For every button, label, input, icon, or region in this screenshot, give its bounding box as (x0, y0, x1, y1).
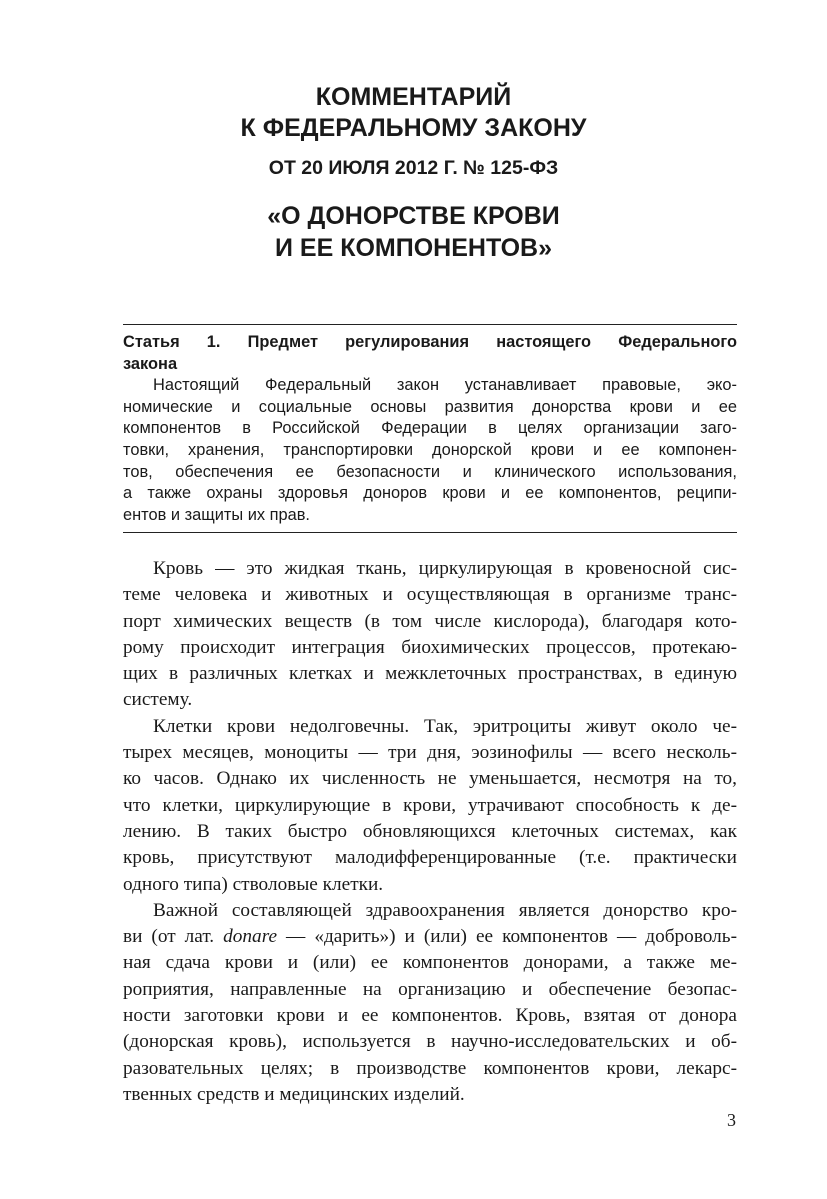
text-line: разовательных целях; в производстве компонентов крови, лекарс- (123, 1057, 737, 1079)
paragraph-2 (123, 714, 737, 898)
article-line: компонентов в Российской Федерации в целях организации заго- (123, 419, 737, 438)
text-line: твенных средств и медицинских изделий. (123, 1083, 465, 1105)
text-line: ко часов. Однако их численность не уменьшается, несмотря на то, (123, 768, 737, 790)
text-line: ности заготовки крови и ее компонентов. Кровь, взятая от донора (123, 1005, 737, 1027)
latin-term: donare (223, 926, 278, 948)
text-line: тырех месяцев, моноциты — три дня, эозинофилы — всего несколь- (123, 742, 737, 764)
text-line: одного типа) стволовые клетки. (123, 873, 384, 895)
text-line: щих в различных клетках и межклеточных пространствах, в единую (123, 663, 737, 685)
paragraph-1 (123, 556, 737, 714)
page-number: 3 (727, 1110, 736, 1130)
article-line: номические и социальные основы развития донорства крови и ее (123, 397, 737, 416)
article-line: Настоящий Федеральный закон устанавливает правовые, эко- (153, 376, 737, 395)
law-name-line-2: И ЕЕ КОМПОНЕНТОВ» (275, 234, 552, 262)
article-line: тов, обеспечения ее безопасности и клинического использования, (123, 462, 737, 481)
text-line: Важной составляющей здравоохранения является донорство кро- (153, 899, 737, 921)
title-block (0, 82, 827, 144)
article-line: товки, хранения, транспортировки донорской крови и ее компонен- (123, 440, 737, 459)
text-line: что клетки, циркулирующие в крови, утрачивают способность к де- (123, 794, 737, 816)
text-line: лению. В таких быстро обновляющихся клеточных системах, как (123, 820, 737, 842)
text-line: рому происходит интеграция биохимических процессов, протекаю- (123, 636, 737, 658)
law-name (0, 200, 827, 264)
article-heading: Статья 1. Предмет регулирования настоящего Федерального (123, 333, 737, 351)
article-line: ентов и защиты их прав. (123, 505, 310, 524)
article-line: а также охраны здоровья доноров крови и ее компонентов, реципи- (123, 484, 737, 503)
paragraph-3 (123, 898, 737, 1108)
commentary-body (123, 556, 737, 1108)
title-line-1: КОММЕНТАРИЙ (315, 83, 512, 111)
text-line: кровь, присутствуют малодифференцированные (т.е. практически (123, 847, 737, 869)
text-line: ная сдача крови и (или) ее компонентов донорами, а также ме- (123, 952, 737, 974)
divider-bottom (123, 532, 737, 533)
text-line: (донорская кровь), используется в научно-исследовательских и об- (123, 1031, 737, 1053)
text-line (123, 924, 737, 950)
law-name-line-1: «О ДОНОРСТВЕ КРОВИ (267, 202, 560, 230)
text-line: теме человека и животных и осуществляющая в организме транс- (123, 584, 737, 606)
text-line: роприятия, направленные на организацию и обеспечение безопас- (123, 978, 737, 1000)
text-line: Кровь — это жидкая ткань, циркулирующая в кровеносной сис- (153, 558, 737, 579)
article-1-box (123, 332, 737, 526)
article-heading: закона (123, 354, 178, 373)
title-line-2: К ФЕДЕРАЛЬНОМУ ЗАКОНУ (240, 114, 587, 142)
text-line: Клетки крови недолговечны. Так, эритроциты живут около че- (153, 715, 737, 737)
text-line: порт химических веществ (в том числе кислорода), благодаря кото- (123, 610, 737, 632)
text-segment: ви (от лат. (123, 926, 224, 948)
text-segment: — «дарить») и (или) ее компонентов — доброволь- (277, 926, 738, 948)
divider-top (123, 324, 737, 325)
text-line: систему. (123, 689, 193, 711)
law-date-line: ОТ 20 ИЮЛЯ 2012 Г. № 125-ФЗ (268, 157, 559, 179)
